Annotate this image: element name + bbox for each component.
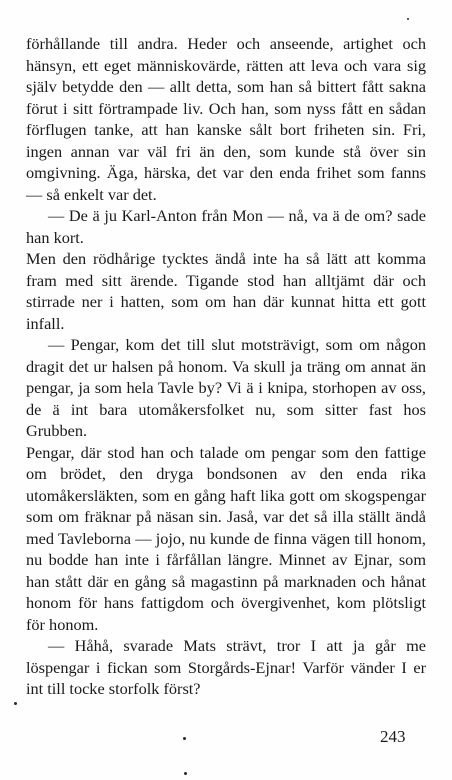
print-speck [184, 772, 187, 775]
paragraph: — De ä ju Karl-Anton från Mon — nå, va ä de om? sade han kort. [26, 206, 426, 247]
print-speck [14, 702, 17, 705]
print-speck [407, 18, 409, 20]
paragraph: Pengar, där stod han och talade om pengar som den fattige om brödet, den dryga bondsonen av den enda rika utomåkersläkten, som en gång haft lika gott om skogspengar som om fräknar på näsan sin. Jaså, var det så illa ställt ändå med Tavleborna — jojo, nu kunde de finna vägen till honom, nu bodde han inte i fårfållan längre. Minnet av Ejnar, som han stått där en gång så magastinn på marknaden och hånat honom för hans fattigdom och övergivenhet, kom plötsligt för honom. [26, 442, 426, 634]
paragraph: — Pengar, kom det till slut motsträvigt, som om någon dragit det ur halsen på honom. Va skull ja träng om annat än pengar, ja som hela Tavle by? Vi ä i knipa, storhopen av oss, de ä int bara utomåkersfolket nu, som sitter fast hos Grubben. [26, 335, 426, 440]
paragraph: förhållande till andra. Heder och anseende, artighet och hänsyn, ett eget människovärde, rätten att leva och vara sig själv betydde den — allt detta, som han så bittert fått sakna förut i sitt förtrampade liv. Och han, som nyss fått en sådan förflugen tanke, att han kanske sålt bort friheten sin. Fri, ingen annan var väl fri än den, som kunde stå över sin omgivning. Äga, härska, det var den enda frihet som fanns — så enkelt var det. [26, 34, 426, 204]
paragraph: Men den rödhårige tycktes ändå inte ha så lätt att komma fram med sitt ärende. Tigande stod han alltjämt där och stirrade ner i hatten, som om han där kunnat hitta ett gott infall. [26, 249, 426, 333]
paragraph: — Håhå, svarade Mats strävt, tror I att ja går me löspengar i fickan som Storgårds-Ejnar! Varför vänder I er int till tocke storfolk först? [26, 636, 426, 698]
body-text [26, 33, 426, 700]
page-number: 243 [380, 727, 406, 746]
print-speck [183, 737, 186, 740]
